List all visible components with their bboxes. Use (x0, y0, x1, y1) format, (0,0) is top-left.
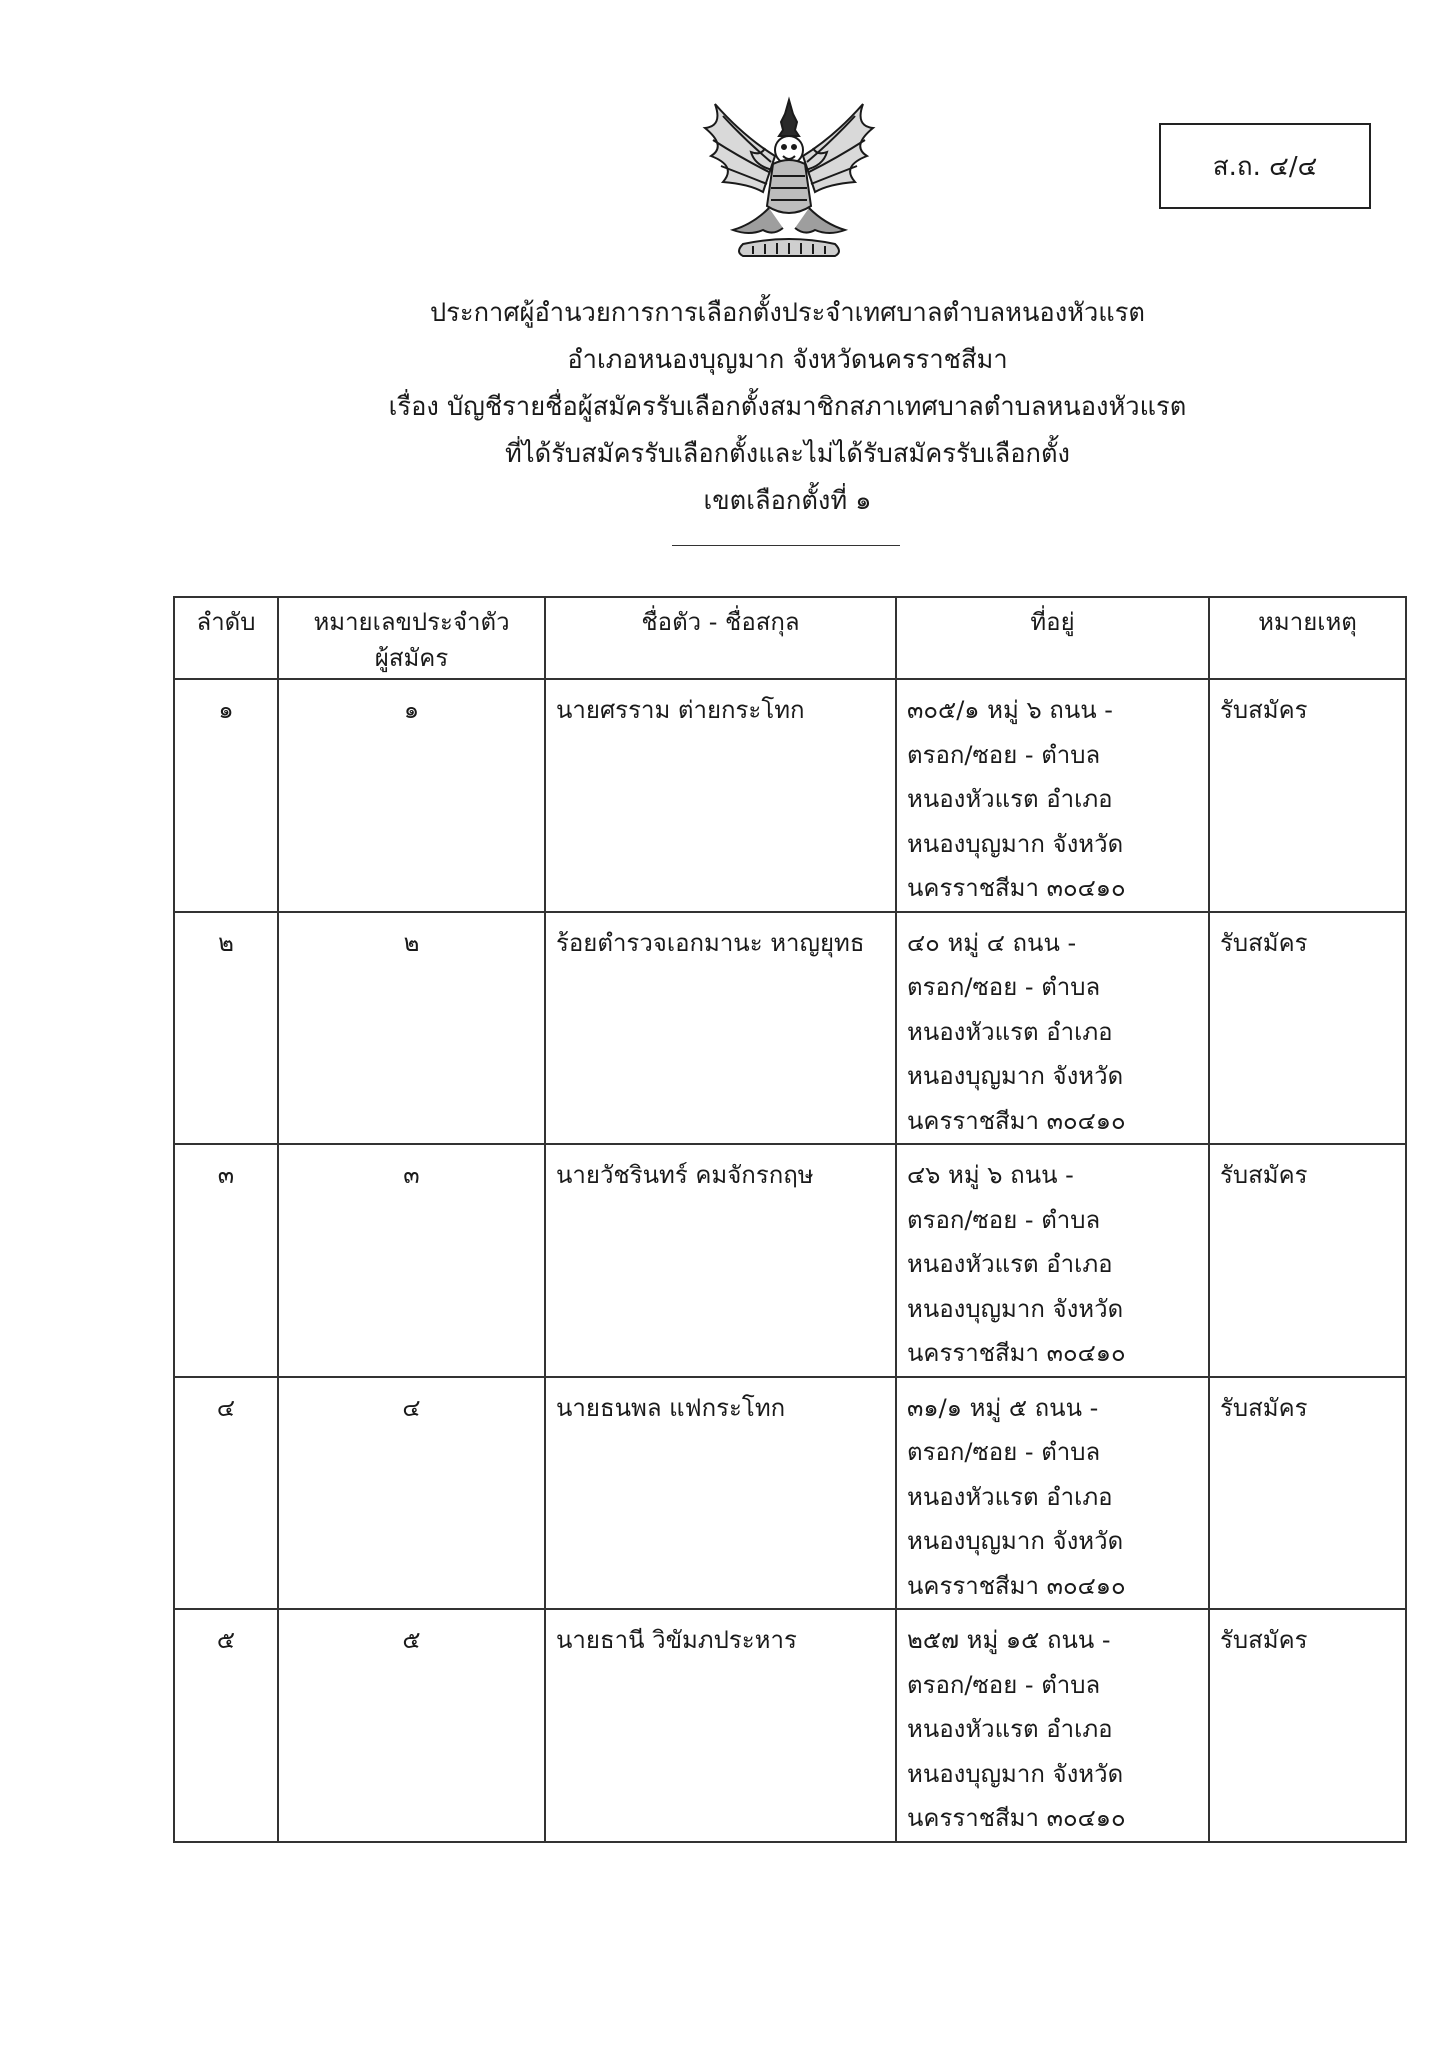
address-line: หนองหัวแรต อำเภอ (907, 1482, 1113, 1511)
cell-order: ๕ (174, 1609, 278, 1842)
address-line: ตรอก/ซอย - ตำบล (907, 1670, 1101, 1699)
address-line: หนองบุญมาก จังหวัด (907, 1527, 1124, 1555)
cell-order: ๔ (174, 1377, 278, 1610)
header-remark: หมายเหตุ (1209, 597, 1406, 679)
header-address: ที่อยู่ (896, 597, 1209, 679)
cell-remark: รับสมัคร (1209, 1144, 1406, 1377)
header-name: ชื่อตัว - ชื่อสกุล (545, 597, 896, 679)
table-row (174, 1144, 1406, 1377)
address-line: ๔๐ หมู่ ๔ ถนน - (907, 928, 1077, 957)
cell-address (896, 1144, 1209, 1377)
address-line: ตรอก/ซอย - ตำบล (907, 973, 1101, 1001)
address-line: ๔๖ หมู่ ๖ ถนน - (907, 1161, 1074, 1189)
heading-line-2: อำเภอหนองบุญมาก จังหวัดนครราชสีมา (567, 345, 1008, 375)
address-line: หนองหัวแรต อำเภอ (907, 785, 1113, 813)
address-line: นครราชสีมา ๓๐๔๑๐ (907, 1571, 1126, 1600)
cell-candidate-number: ๔ (278, 1377, 545, 1610)
heading-divider (672, 545, 900, 546)
cell-address (896, 1609, 1209, 1842)
heading-line-1: ประกาศผู้อำนวยการการเลือกตั้งประจำเทศบาลตำบลหนองหัวแรต (429, 298, 1145, 328)
address-line: หนองบุญมาก จังหวัด (907, 1062, 1124, 1090)
header-number-line-1: หมายเลขประจำตัว (313, 608, 510, 636)
heading-line-3: เรื่อง บัญชีรายชื่อผู้สมัครรับเลือกตั้งสมาชิกสภาเทศบาลตำบลหนองหัวแรต (388, 392, 1187, 422)
address-line: ๓๐๕/๑ หมู่ ๖ ถนน - (907, 696, 1113, 724)
cell-order: ๓ (174, 1144, 278, 1377)
address-line: ๓๑/๑ หมู่ ๕ ถนน - (907, 1393, 1099, 1422)
table-row (174, 1377, 1406, 1610)
cell-name: นายวัชรินทร์ คมจักรกฤษ (545, 1144, 896, 1377)
address-line: นครราชสีมา ๓๐๔๑๐ (907, 1339, 1126, 1367)
table-row (174, 679, 1406, 912)
cell-address (896, 679, 1209, 912)
cell-candidate-number: ๒ (278, 912, 545, 1145)
address-line: หนองบุญมาก จังหวัด (907, 829, 1124, 858)
heading-line-4: ที่ได้รับสมัครรับเลือกตั้งและไม่ได้รับสมัครรับเลือกตั้ง (505, 439, 1070, 469)
header-number-line-2: ผู้สมัคร (374, 644, 449, 672)
announcement-heading (250, 290, 1325, 525)
table-row (174, 912, 1406, 1145)
form-code-box (1159, 123, 1371, 209)
address-line: หนองบุญมาก จังหวัด (907, 1294, 1124, 1323)
candidates-table (173, 596, 1407, 1843)
header-order: ลำดับ (174, 597, 278, 679)
cell-order: ๑ (174, 679, 278, 912)
cell-address (896, 1377, 1209, 1610)
cell-name: นายศรราม ต่ายกระโทก (545, 679, 896, 912)
cell-remark: รับสมัคร (1209, 912, 1406, 1145)
address-line: หนองหัวแรต อำเภอ (907, 1017, 1113, 1046)
header-candidate-number (278, 597, 545, 679)
address-line: ตรอก/ซอย - ตำบล (907, 1438, 1101, 1466)
address-line: ตรอก/ซอย - ตำบล (907, 740, 1101, 769)
cell-name: นายธนพล แฟกระโทก (545, 1377, 896, 1610)
cell-candidate-number: ๓ (278, 1144, 545, 1377)
cell-remark: รับสมัคร (1209, 679, 1406, 912)
address-line: นครราชสีมา ๓๐๔๑๐ (907, 874, 1126, 902)
address-line: ตรอก/ซอย - ตำบล (907, 1205, 1101, 1234)
address-line: ๒๕๗ หมู่ ๑๕ ถนน - (907, 1626, 1111, 1654)
form-code: ส.ถ. ๔/๔ (1212, 151, 1318, 182)
cell-candidate-number: ๕ (278, 1609, 545, 1842)
garuda-emblem-icon (693, 96, 885, 262)
table-row (174, 1609, 1406, 1842)
address-line: นครราชสีมา ๓๐๔๑๐ (907, 1804, 1126, 1832)
cell-name: ร้อยตำรวจเอกมานะ หาญยุทธ (545, 912, 896, 1145)
cell-candidate-number: ๑ (278, 679, 545, 912)
table-header-row (174, 597, 1406, 679)
address-line: หนองหัวแรต อำเภอ (907, 1250, 1113, 1278)
cell-name: นายธานี วิขัมภประหาร (545, 1609, 896, 1842)
heading-line-5: เขตเลือกตั้งที่ ๑ (703, 486, 872, 516)
cell-remark: รับสมัคร (1209, 1609, 1406, 1842)
address-line: นครราชสีมา ๓๐๔๑๐ (907, 1106, 1126, 1135)
address-line: หนองหัวแรต อำเภอ (907, 1715, 1113, 1743)
address-line: หนองบุญมาก จังหวัด (907, 1759, 1124, 1788)
cell-address (896, 912, 1209, 1145)
cell-order: ๒ (174, 912, 278, 1145)
cell-remark: รับสมัคร (1209, 1377, 1406, 1610)
